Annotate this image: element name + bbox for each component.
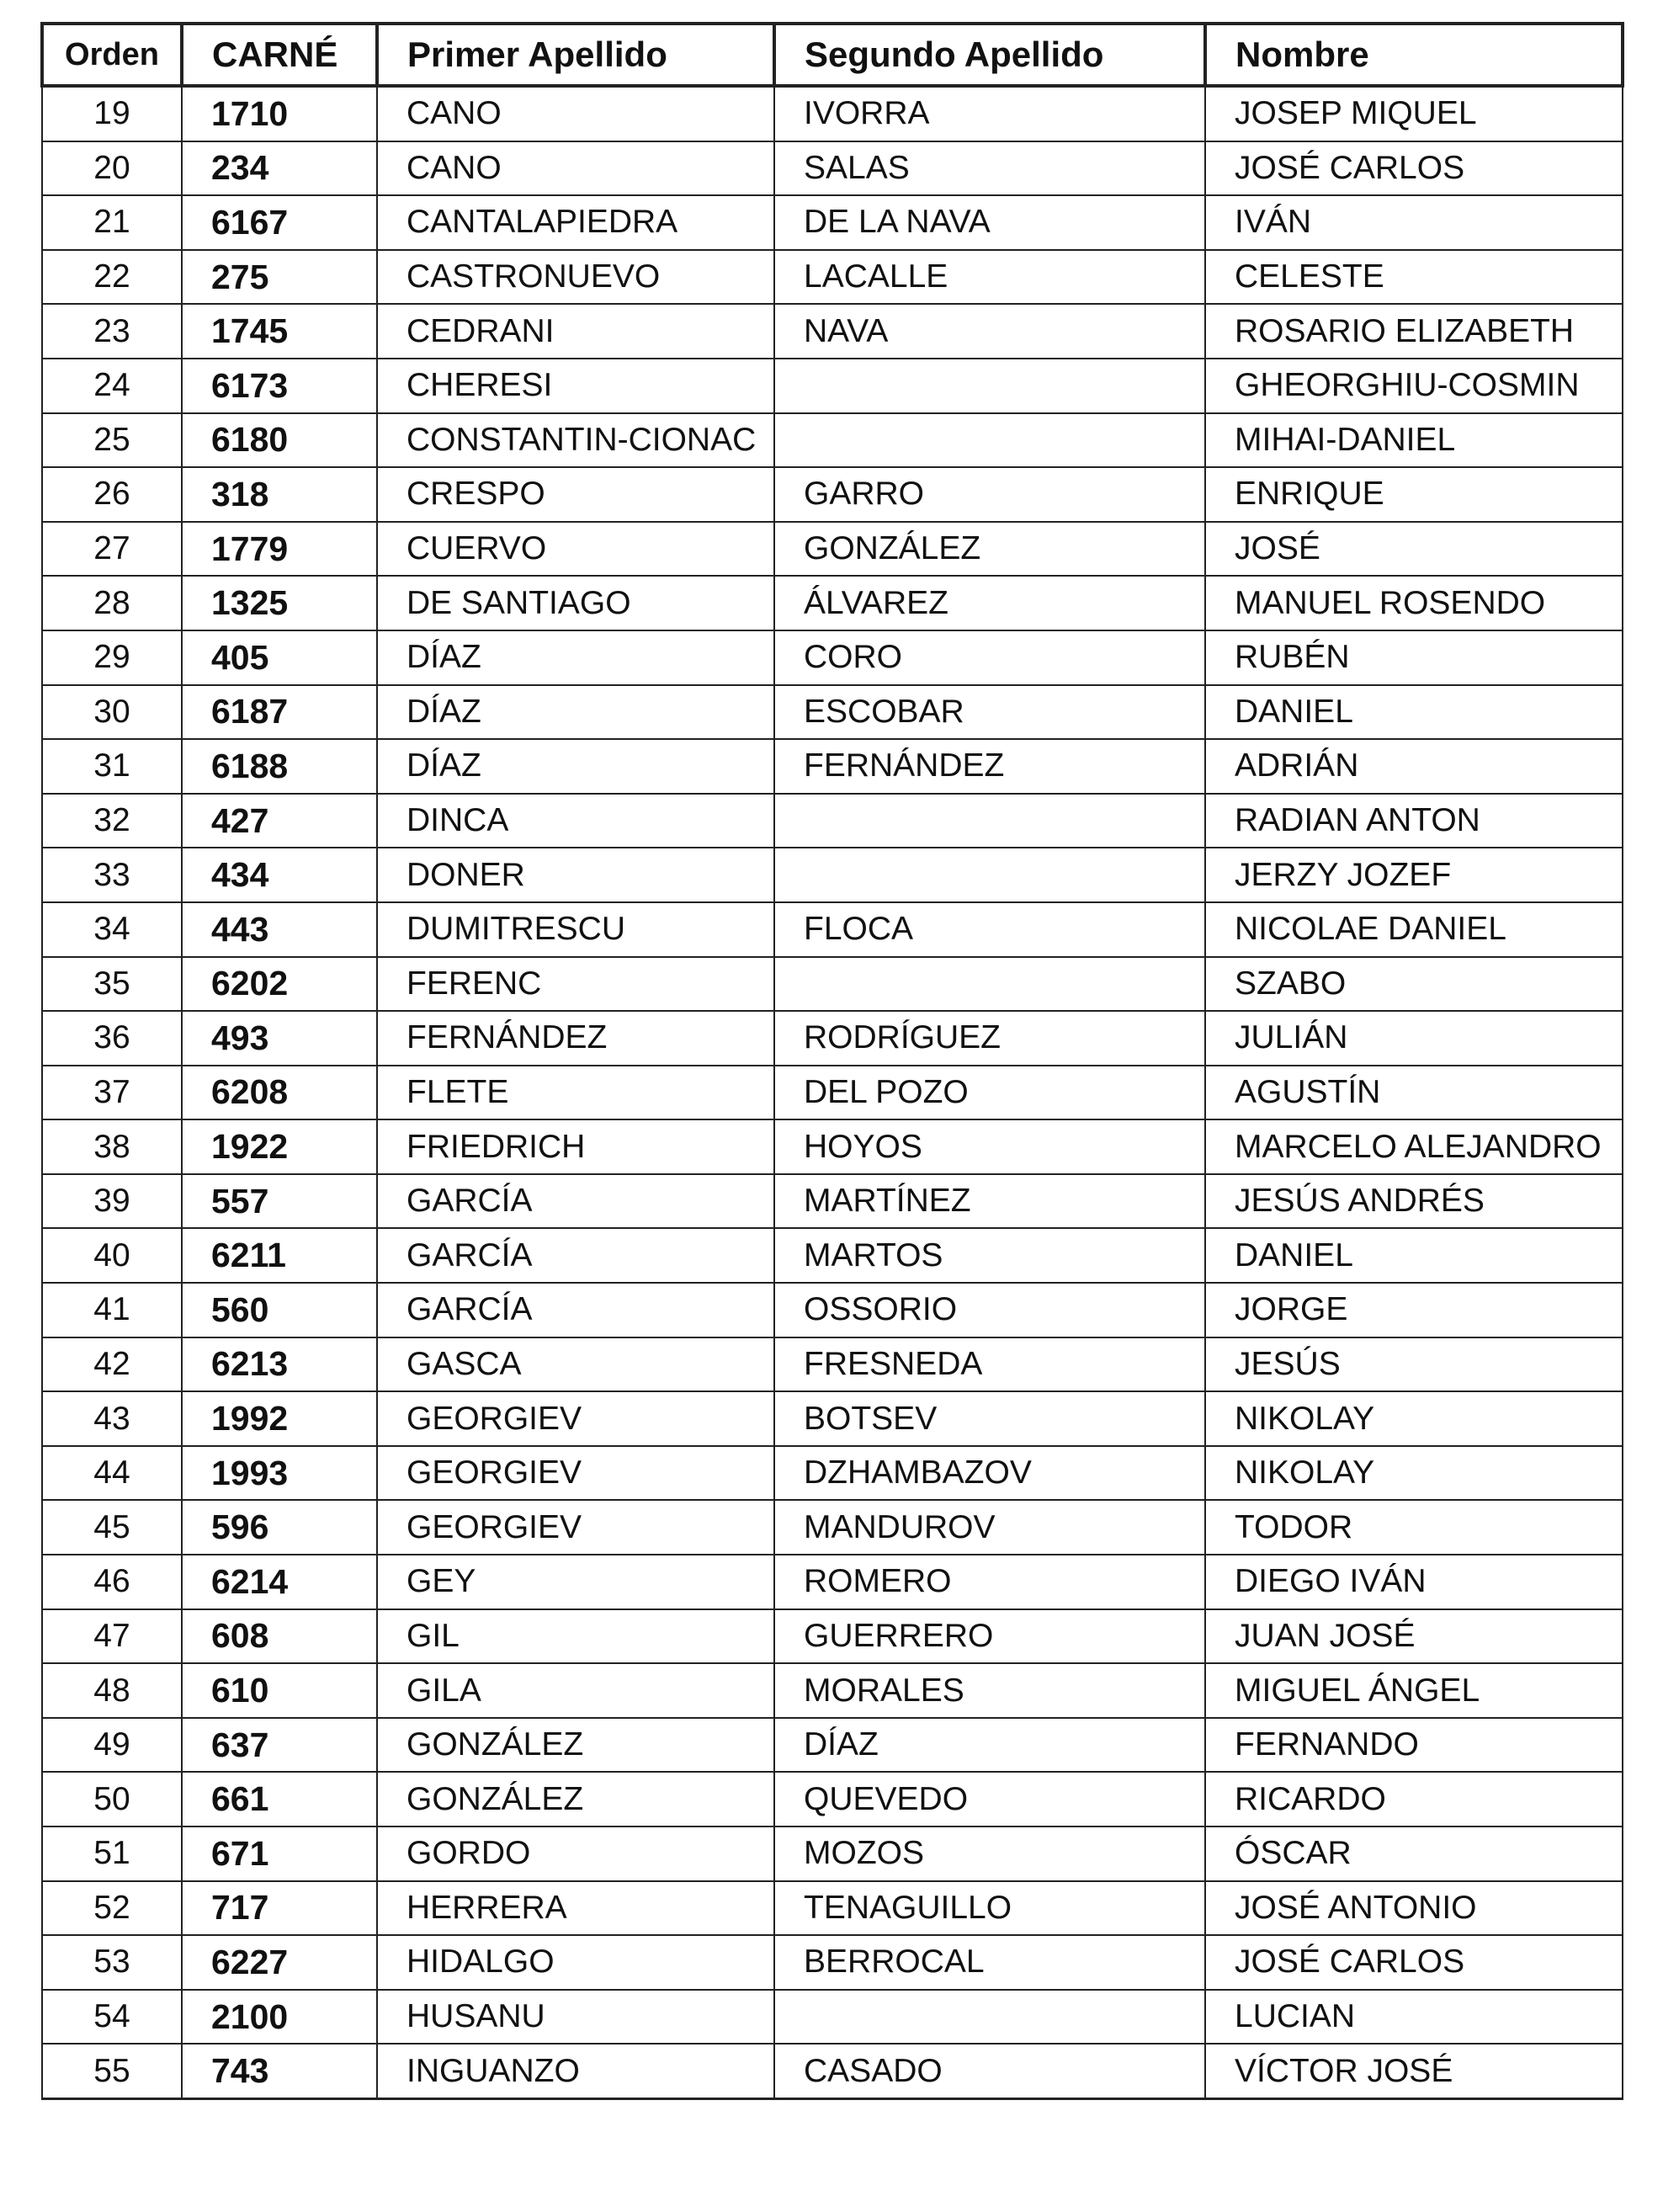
- table-row: [42, 1935, 1623, 1990]
- cell-carne: 6188: [182, 739, 377, 794]
- cell-segundo-apellido: ESCOBAR: [774, 685, 1205, 740]
- table-row: [42, 1066, 1623, 1120]
- cell-primer-apellido: GEORGIEV: [377, 1500, 774, 1555]
- table-row: [42, 1174, 1623, 1229]
- cell-orden: 35: [42, 957, 182, 1012]
- cell-orden: 45: [42, 1500, 182, 1555]
- cell-primer-apellido: GONZÁLEZ: [377, 1772, 774, 1826]
- table-row: [42, 250, 1623, 305]
- cell-segundo-apellido: IVORRA: [774, 86, 1205, 141]
- cell-segundo-apellido: FRESNEDA: [774, 1337, 1205, 1392]
- cell-segundo-apellido: [774, 413, 1205, 468]
- table-row: [42, 957, 1623, 1012]
- cell-orden: 22: [42, 250, 182, 305]
- cell-segundo-apellido: [774, 794, 1205, 848]
- cell-primer-apellido: GIL: [377, 1609, 774, 1664]
- cell-segundo-apellido: HOYOS: [774, 1119, 1205, 1174]
- cell-primer-apellido: CHERESI: [377, 359, 774, 413]
- cell-primer-apellido: HUSANU: [377, 1990, 774, 2045]
- cell-segundo-apellido: RODRÍGUEZ: [774, 1011, 1205, 1066]
- cell-nombre: LUCIAN: [1205, 1990, 1623, 2045]
- cell-orden: 28: [42, 576, 182, 630]
- cell-nombre: ÓSCAR: [1205, 1826, 1623, 1881]
- cell-segundo-apellido: DEL POZO: [774, 1066, 1205, 1120]
- cell-orden: 30: [42, 685, 182, 740]
- cell-segundo-apellido: ROMERO: [774, 1555, 1205, 1609]
- cell-segundo-apellido: LACALLE: [774, 250, 1205, 305]
- cell-segundo-apellido: [774, 957, 1205, 1012]
- cell-carne: 493: [182, 1011, 377, 1066]
- cell-carne: 6213: [182, 1337, 377, 1392]
- cell-carne: 405: [182, 630, 377, 685]
- cell-carne: 1993: [182, 1446, 377, 1501]
- table-body: [42, 86, 1623, 2098]
- cell-nombre: DANIEL: [1205, 685, 1623, 740]
- cell-orden: 33: [42, 848, 182, 902]
- cell-orden: 20: [42, 141, 182, 196]
- cell-primer-apellido: GARCÍA: [377, 1283, 774, 1337]
- roster-table: [40, 22, 1624, 2100]
- cell-primer-apellido: GARCÍA: [377, 1174, 774, 1229]
- cell-carne: 6180: [182, 413, 377, 468]
- cell-segundo-apellido: NAVA: [774, 304, 1205, 359]
- cell-nombre: TODOR: [1205, 1500, 1623, 1555]
- cell-carne: 318: [182, 467, 377, 522]
- cell-carne: 637: [182, 1718, 377, 1773]
- cell-segundo-apellido: FERNÁNDEZ: [774, 739, 1205, 794]
- cell-nombre: JESÚS: [1205, 1337, 1623, 1392]
- cell-segundo-apellido: [774, 359, 1205, 413]
- cell-orden: 55: [42, 2044, 182, 2098]
- cell-carne: 275: [182, 250, 377, 305]
- cell-orden: 40: [42, 1228, 182, 1283]
- header-nombre: Nombre: [1205, 24, 1623, 86]
- cell-carne: 1922: [182, 1119, 377, 1174]
- cell-orden: 46: [42, 1555, 182, 1609]
- table-row: [42, 1881, 1623, 1936]
- cell-orden: 41: [42, 1283, 182, 1337]
- table-row: [42, 2044, 1623, 2098]
- cell-primer-apellido: HERRERA: [377, 1881, 774, 1936]
- cell-carne: 1745: [182, 304, 377, 359]
- cell-segundo-apellido: MOZOS: [774, 1826, 1205, 1881]
- cell-orden: 31: [42, 739, 182, 794]
- cell-carne: 661: [182, 1772, 377, 1826]
- cell-orden: 32: [42, 794, 182, 848]
- cell-primer-apellido: DÍAZ: [377, 739, 774, 794]
- cell-primer-apellido: CRESPO: [377, 467, 774, 522]
- cell-nombre: ROSARIO ELIZABETH: [1205, 304, 1623, 359]
- table-row: [42, 1283, 1623, 1337]
- cell-nombre: NIKOLAY: [1205, 1446, 1623, 1501]
- cell-nombre: VÍCTOR JOSÉ: [1205, 2044, 1623, 2098]
- table-row: [42, 141, 1623, 196]
- table-row: [42, 1663, 1623, 1718]
- cell-nombre: NICOLAE DANIEL: [1205, 902, 1623, 957]
- cell-carne: 6202: [182, 957, 377, 1012]
- cell-segundo-apellido: DE LA NAVA: [774, 195, 1205, 250]
- cell-orden: 51: [42, 1826, 182, 1881]
- cell-segundo-apellido: QUEVEDO: [774, 1772, 1205, 1826]
- cell-primer-apellido: DUMITRESCU: [377, 902, 774, 957]
- cell-segundo-apellido: CASADO: [774, 2044, 1205, 2098]
- cell-carne: 6214: [182, 1555, 377, 1609]
- table-row: [42, 1391, 1623, 1446]
- table-row: [42, 1446, 1623, 1501]
- cell-carne: 743: [182, 2044, 377, 2098]
- cell-nombre: AGUSTÍN: [1205, 1066, 1623, 1120]
- cell-carne: 2100: [182, 1990, 377, 2045]
- table-row: [42, 304, 1623, 359]
- cell-segundo-apellido: GUERRERO: [774, 1609, 1205, 1664]
- cell-segundo-apellido: BERROCAL: [774, 1935, 1205, 1990]
- cell-nombre: CELESTE: [1205, 250, 1623, 305]
- cell-orden: 37: [42, 1066, 182, 1120]
- cell-orden: 29: [42, 630, 182, 685]
- cell-segundo-apellido: CORO: [774, 630, 1205, 685]
- cell-carne: 717: [182, 1881, 377, 1936]
- cell-primer-apellido: GILA: [377, 1663, 774, 1718]
- cell-carne: 1992: [182, 1391, 377, 1446]
- cell-primer-apellido: DÍAZ: [377, 630, 774, 685]
- table-row: [42, 1826, 1623, 1881]
- cell-nombre: JOSÉ CARLOS: [1205, 1935, 1623, 1990]
- cell-nombre: RICARDO: [1205, 1772, 1623, 1826]
- cell-orden: 49: [42, 1718, 182, 1773]
- cell-orden: 27: [42, 522, 182, 577]
- table-row: [42, 1990, 1623, 2045]
- cell-carne: 6211: [182, 1228, 377, 1283]
- cell-primer-apellido: CANO: [377, 141, 774, 196]
- cell-nombre: SZABO: [1205, 957, 1623, 1012]
- table-row: [42, 1337, 1623, 1392]
- header-segundo-apellido: Segundo Apellido: [774, 24, 1205, 86]
- cell-carne: 6208: [182, 1066, 377, 1120]
- cell-carne: 234: [182, 141, 377, 196]
- table-row: [42, 1555, 1623, 1609]
- cell-segundo-apellido: MANDUROV: [774, 1500, 1205, 1555]
- cell-nombre: JOSÉ CARLOS: [1205, 141, 1623, 196]
- header-primer-apellido: Primer Apellido: [377, 24, 774, 86]
- cell-orden: 44: [42, 1446, 182, 1501]
- cell-nombre: FERNANDO: [1205, 1718, 1623, 1773]
- cell-primer-apellido: INGUANZO: [377, 2044, 774, 2098]
- cell-primer-apellido: FERENC: [377, 957, 774, 1012]
- cell-nombre: ADRIÁN: [1205, 739, 1623, 794]
- cell-primer-apellido: DONER: [377, 848, 774, 902]
- cell-orden: 34: [42, 902, 182, 957]
- cell-segundo-apellido: DÍAZ: [774, 1718, 1205, 1773]
- cell-segundo-apellido: SALAS: [774, 141, 1205, 196]
- cell-primer-apellido: GEORGIEV: [377, 1391, 774, 1446]
- cell-carne: 671: [182, 1826, 377, 1881]
- cell-nombre: GHEORGHIU-COSMIN: [1205, 359, 1623, 413]
- table-row: [42, 1718, 1623, 1773]
- cell-nombre: DIEGO IVÁN: [1205, 1555, 1623, 1609]
- cell-orden: 26: [42, 467, 182, 522]
- table-row: [42, 630, 1623, 685]
- header-row: [42, 24, 1623, 86]
- cell-nombre: IVÁN: [1205, 195, 1623, 250]
- cell-carne: 1325: [182, 576, 377, 630]
- cell-nombre: JOSÉ: [1205, 522, 1623, 577]
- cell-orden: 54: [42, 1990, 182, 2045]
- cell-orden: 47: [42, 1609, 182, 1664]
- cell-primer-apellido: HIDALGO: [377, 1935, 774, 1990]
- cell-nombre: RUBÉN: [1205, 630, 1623, 685]
- cell-carne: 427: [182, 794, 377, 848]
- cell-primer-apellido: CEDRANI: [377, 304, 774, 359]
- cell-nombre: JOSEP MIQUEL: [1205, 86, 1623, 141]
- cell-primer-apellido: GEORGIEV: [377, 1446, 774, 1501]
- table-row: [42, 467, 1623, 522]
- cell-nombre: RADIAN ANTON: [1205, 794, 1623, 848]
- cell-nombre: MANUEL ROSENDO: [1205, 576, 1623, 630]
- table-header: [42, 24, 1623, 86]
- cell-carne: 6227: [182, 1935, 377, 1990]
- cell-segundo-apellido: MORALES: [774, 1663, 1205, 1718]
- cell-segundo-apellido: [774, 1990, 1205, 2045]
- cell-nombre: JESÚS ANDRÉS: [1205, 1174, 1623, 1229]
- cell-primer-apellido: FERNÁNDEZ: [377, 1011, 774, 1066]
- cell-nombre: JULIÁN: [1205, 1011, 1623, 1066]
- cell-orden: 24: [42, 359, 182, 413]
- table-row: [42, 1500, 1623, 1555]
- cell-orden: 50: [42, 1772, 182, 1826]
- cell-nombre: JOSÉ ANTONIO: [1205, 1881, 1623, 1936]
- cell-segundo-apellido: ÁLVAREZ: [774, 576, 1205, 630]
- cell-carne: 6167: [182, 195, 377, 250]
- cell-primer-apellido: GEY: [377, 1555, 774, 1609]
- cell-segundo-apellido: OSSORIO: [774, 1283, 1205, 1337]
- cell-primer-apellido: CANO: [377, 86, 774, 141]
- cell-segundo-apellido: BOTSEV: [774, 1391, 1205, 1446]
- cell-carne: 6187: [182, 685, 377, 740]
- cell-carne: 560: [182, 1283, 377, 1337]
- cell-carne: 434: [182, 848, 377, 902]
- cell-primer-apellido: GONZÁLEZ: [377, 1718, 774, 1773]
- cell-primer-apellido: DINCA: [377, 794, 774, 848]
- cell-nombre: MARCELO ALEJANDRO: [1205, 1119, 1623, 1174]
- cell-orden: 48: [42, 1663, 182, 1718]
- cell-carne: 608: [182, 1609, 377, 1664]
- cell-nombre: JUAN JOSÉ: [1205, 1609, 1623, 1664]
- cell-segundo-apellido: MARTOS: [774, 1228, 1205, 1283]
- table-row: [42, 848, 1623, 902]
- cell-carne: 6173: [182, 359, 377, 413]
- cell-carne: 596: [182, 1500, 377, 1555]
- cell-orden: 25: [42, 413, 182, 468]
- cell-nombre: JERZY JOZEF: [1205, 848, 1623, 902]
- cell-segundo-apellido: MARTÍNEZ: [774, 1174, 1205, 1229]
- cell-primer-apellido: CANTALAPIEDRA: [377, 195, 774, 250]
- table-row: [42, 685, 1623, 740]
- table-row: [42, 1609, 1623, 1664]
- table-row: [42, 522, 1623, 577]
- cell-segundo-apellido: DZHAMBAZOV: [774, 1446, 1205, 1501]
- cell-nombre: DANIEL: [1205, 1228, 1623, 1283]
- cell-nombre: JORGE: [1205, 1283, 1623, 1337]
- cell-carne: 1710: [182, 86, 377, 141]
- cell-segundo-apellido: [774, 848, 1205, 902]
- cell-primer-apellido: DÍAZ: [377, 685, 774, 740]
- cell-segundo-apellido: GONZÁLEZ: [774, 522, 1205, 577]
- cell-carne: 443: [182, 902, 377, 957]
- header-carne: CARNÉ: [182, 24, 377, 86]
- table-row: [42, 794, 1623, 848]
- cell-nombre: MIHAI-DANIEL: [1205, 413, 1623, 468]
- cell-orden: 52: [42, 1881, 182, 1936]
- cell-carne: 557: [182, 1174, 377, 1229]
- cell-nombre: MIGUEL ÁNGEL: [1205, 1663, 1623, 1718]
- table-row: [42, 739, 1623, 794]
- cell-carne: 610: [182, 1663, 377, 1718]
- cell-orden: 43: [42, 1391, 182, 1446]
- cell-nombre: ENRIQUE: [1205, 467, 1623, 522]
- cell-primer-apellido: FRIEDRICH: [377, 1119, 774, 1174]
- table-row: [42, 195, 1623, 250]
- cell-orden: 23: [42, 304, 182, 359]
- cell-segundo-apellido: FLOCA: [774, 902, 1205, 957]
- cell-orden: 53: [42, 1935, 182, 1990]
- cell-segundo-apellido: TENAGUILLO: [774, 1881, 1205, 1936]
- cell-orden: 39: [42, 1174, 182, 1229]
- table-row: [42, 576, 1623, 630]
- cell-carne: 1779: [182, 522, 377, 577]
- cell-segundo-apellido: GARRO: [774, 467, 1205, 522]
- table-row: [42, 902, 1623, 957]
- cell-primer-apellido: GASCA: [377, 1337, 774, 1392]
- cell-primer-apellido: FLETE: [377, 1066, 774, 1120]
- table-row: [42, 1011, 1623, 1066]
- table-row: [42, 86, 1623, 141]
- cell-primer-apellido: CUERVO: [377, 522, 774, 577]
- cell-orden: 38: [42, 1119, 182, 1174]
- table-row: [42, 413, 1623, 468]
- cell-orden: 42: [42, 1337, 182, 1392]
- header-orden: Orden: [42, 24, 182, 86]
- cell-primer-apellido: GORDO: [377, 1826, 774, 1881]
- table-row: [42, 1119, 1623, 1174]
- table-row: [42, 1772, 1623, 1826]
- cell-orden: 19: [42, 86, 182, 141]
- cell-orden: 36: [42, 1011, 182, 1066]
- table-row: [42, 359, 1623, 413]
- cell-primer-apellido: CONSTANTIN-CIONAC: [377, 413, 774, 468]
- cell-nombre: NIKOLAY: [1205, 1391, 1623, 1446]
- cell-orden: 21: [42, 195, 182, 250]
- cell-primer-apellido: GARCÍA: [377, 1228, 774, 1283]
- cell-primer-apellido: CASTRONUEVO: [377, 250, 774, 305]
- table-row: [42, 1228, 1623, 1283]
- cell-primer-apellido: DE SANTIAGO: [377, 576, 774, 630]
